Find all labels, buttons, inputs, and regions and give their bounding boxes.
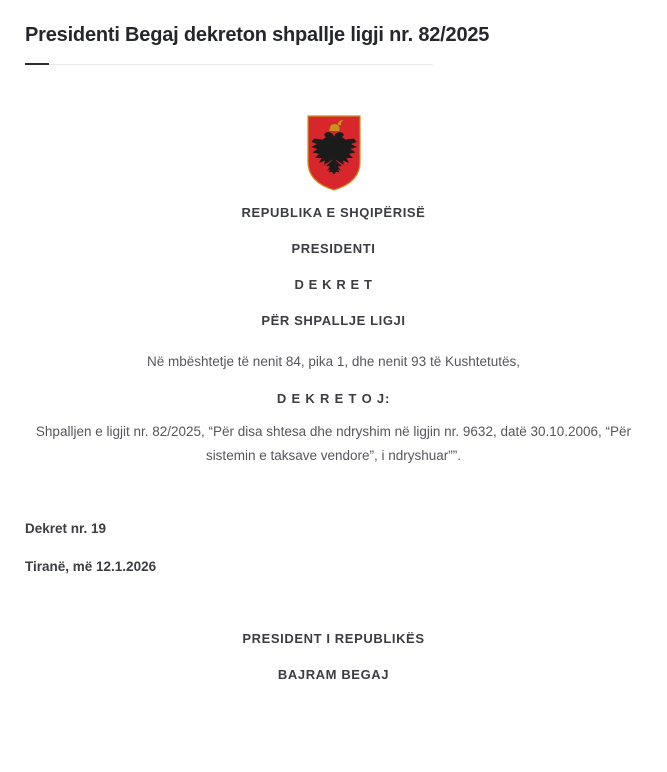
divider-accent-segment	[25, 63, 49, 65]
page-title: Presidenti Begaj dekreton shpallje ligji nr. 82/2025	[25, 24, 490, 46]
institution-heading: PRESIDENTI	[291, 241, 376, 256]
divider-line	[49, 64, 433, 65]
decree-heading: D E K R E T	[294, 277, 373, 292]
coat-of-arms-svg	[307, 115, 361, 191]
subject-heading: PËR SHPALLJE LIGJI	[261, 313, 406, 328]
republic-heading: REPUBLIKA E SHQIPËRISË	[241, 205, 426, 220]
signature-name: BAJRAM BEGAJ	[277, 667, 390, 682]
decree-number: Dekret nr. 19	[25, 521, 107, 536]
albanian-coat-of-arms-icon	[307, 115, 361, 191]
signature-title: PRESIDENT I REPUBLIKËS	[242, 631, 425, 646]
decree-verb-heading: D E K R E T O J:	[276, 391, 391, 406]
decree-body-text: Shpalljen e ligjit nr. 82/2025, “Për disa shtesa dhe ndryshim në ligjin nr. 9632, datë 30.10.2006, “Për sistemin e taksave vendore”, i ndryshuar””.	[35, 424, 632, 463]
place-and-date: Tiranë, më 12.1.2026	[25, 559, 157, 574]
legal-basis-text: Në mbështetje të nenit 84, pika 1, dhe nenit 93 të Kushtetutës,	[147, 354, 520, 369]
title-divider	[25, 63, 433, 65]
